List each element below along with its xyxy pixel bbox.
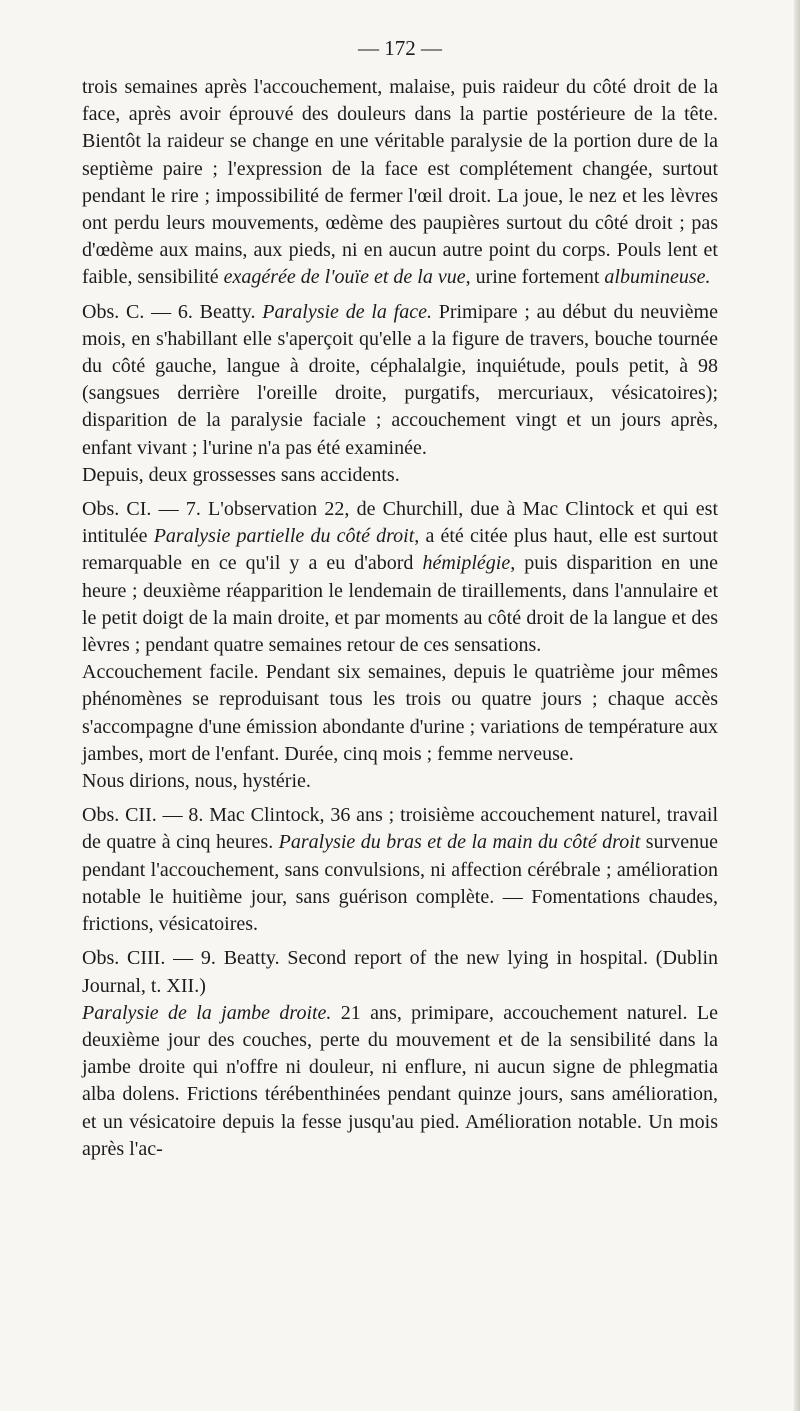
italic-segment: exagérée de l'ouïe et de la vue <box>223 266 466 289</box>
text-segment: survenue pendant l'accouchement, sans convulsions, ni affection cérébrale ; amélioration notable le huitième jour, sans guérison complète. — Fomentations chaudes, frictions, vésicatoires. <box>82 831 718 936</box>
text-segment: Depuis, deux grossesses sans accidents. <box>82 463 400 486</box>
text-segment: Accouchement facile. Pendant six semaines, depuis le quatrième jour mêmes phénomènes se reproduisant tous les trois ou quatre jours ; chaque accès s'accompagne d'une émission abondante d'urine ; variations de température aux jambes, mort de l'enfant. Durée, cinq mois ; femme nerveuse. <box>82 661 718 765</box>
paragraph-obs-ciii <box>82 945 718 999</box>
text-segment: Obs. C. — 6. Beatty. <box>82 300 263 323</box>
text-segment: trois semaines après l'accouchement, malaise, puis raideur du côté droit de la face, après avoir éprouvé des douleurs dans la partie postérieure de la tête. Bientôt la raideur se change en une véritable paralysie de la portion dure de la septième paire ; l'expression de la face est complétement changée, surtout pendant le rire ; impossibilité de fermer l'œil droit. La joue, le nez et les lèvres ont perdu leurs mouvements, œdème des paupières surtout du côté droit ; pas d'œdème aux mains, aux pieds, ni en aucun autre point du corps. Pouls lent et faible, sensibilité <box>82 76 718 289</box>
text-segment: Obs. CII. — 8. Mac Clintock, 36 ans ; troisième accouchement naturel, travail de quatre à cinq heures. <box>82 804 718 854</box>
text-segment: Primipare ; au début du neuvième mois, en s'habillant elle s'aperçoit qu'elle a la figure de travers, bouche tournée du côté gauche, langue à droite, céphalalgie, inquiétude, pouls petit, à 98 (sangsues derrière l'oreille droite, purgatifs, mercuriaux, vésicatoires); disparition de la paralysie faciale ; accouchement vingt et un jours après, enfant vivant ; l'urine n'a pas été examinée. <box>82 300 718 459</box>
paragraph-depuis <box>82 462 718 489</box>
text-segment: , puis disparition en une heure ; deuxième réapparition le lendemain de tiraillements, dans l'annulaire et le petit doigt de la main droite, et par moments au côté droit de la langue et des lèvres ; pendant quatre semaines retour de ces sensations. <box>82 552 718 657</box>
page-number: — 172 — <box>358 36 442 60</box>
italic-segment: albumineuse. <box>604 266 711 289</box>
paragraph-obs-ci <box>82 496 718 659</box>
italic-segment: Paralysie du bras et de la main du côté droit <box>278 831 641 854</box>
page-edge-shadow <box>794 0 800 1411</box>
italic-segment: hémiplégie <box>422 552 511 575</box>
book-page <box>82 36 718 1163</box>
text-segment: Obs. CIII. — 9. Beatty. Second report of the new lying in hospital. (Dublin Journal, t. XII.) <box>82 947 718 997</box>
paragraph-hysterie <box>82 768 718 795</box>
text-segment: , urine fortement <box>465 266 605 289</box>
italic-segment: Paralysie partielle du côté droit <box>153 525 415 548</box>
paragraph-obs-cii <box>82 802 718 938</box>
text-segment: Obs. CI. — 7. L'observation 22, de Churchill, due à Mac Clintock et qui est intitulée <box>82 498 718 548</box>
text-segment: 21 ans, primipare, accouchement naturel. Le deuxième jour des couches, perte du mouvement et de la sensibilité dans la jambe droite qui n'offre ni douleur, ni enflure, ni aucun signe de phlegmatia alba dolens. Frictions térébenthinées pendant quinze jours, sans amélioration, et un vésicatoire depuis la fesse jusqu'au pied. Amélioration notable. Un mois après l'ac- <box>82 1001 718 1160</box>
paragraph-accouchement <box>82 659 718 768</box>
italic-segment: Paralysie de la face. <box>262 300 432 323</box>
text-segment: , a été citée plus haut, elle est surtout remarquable en ce qu'il y a eu d'abord <box>82 525 718 575</box>
paragraph-jambe-droite <box>82 1000 718 1163</box>
paragraph-1 <box>82 74 718 292</box>
italic-segment: Paralysie de la jambe droite. <box>82 1001 332 1024</box>
paragraph-obs-c <box>82 299 718 462</box>
text-segment: Nous dirions, nous, hystérie. <box>82 770 311 793</box>
